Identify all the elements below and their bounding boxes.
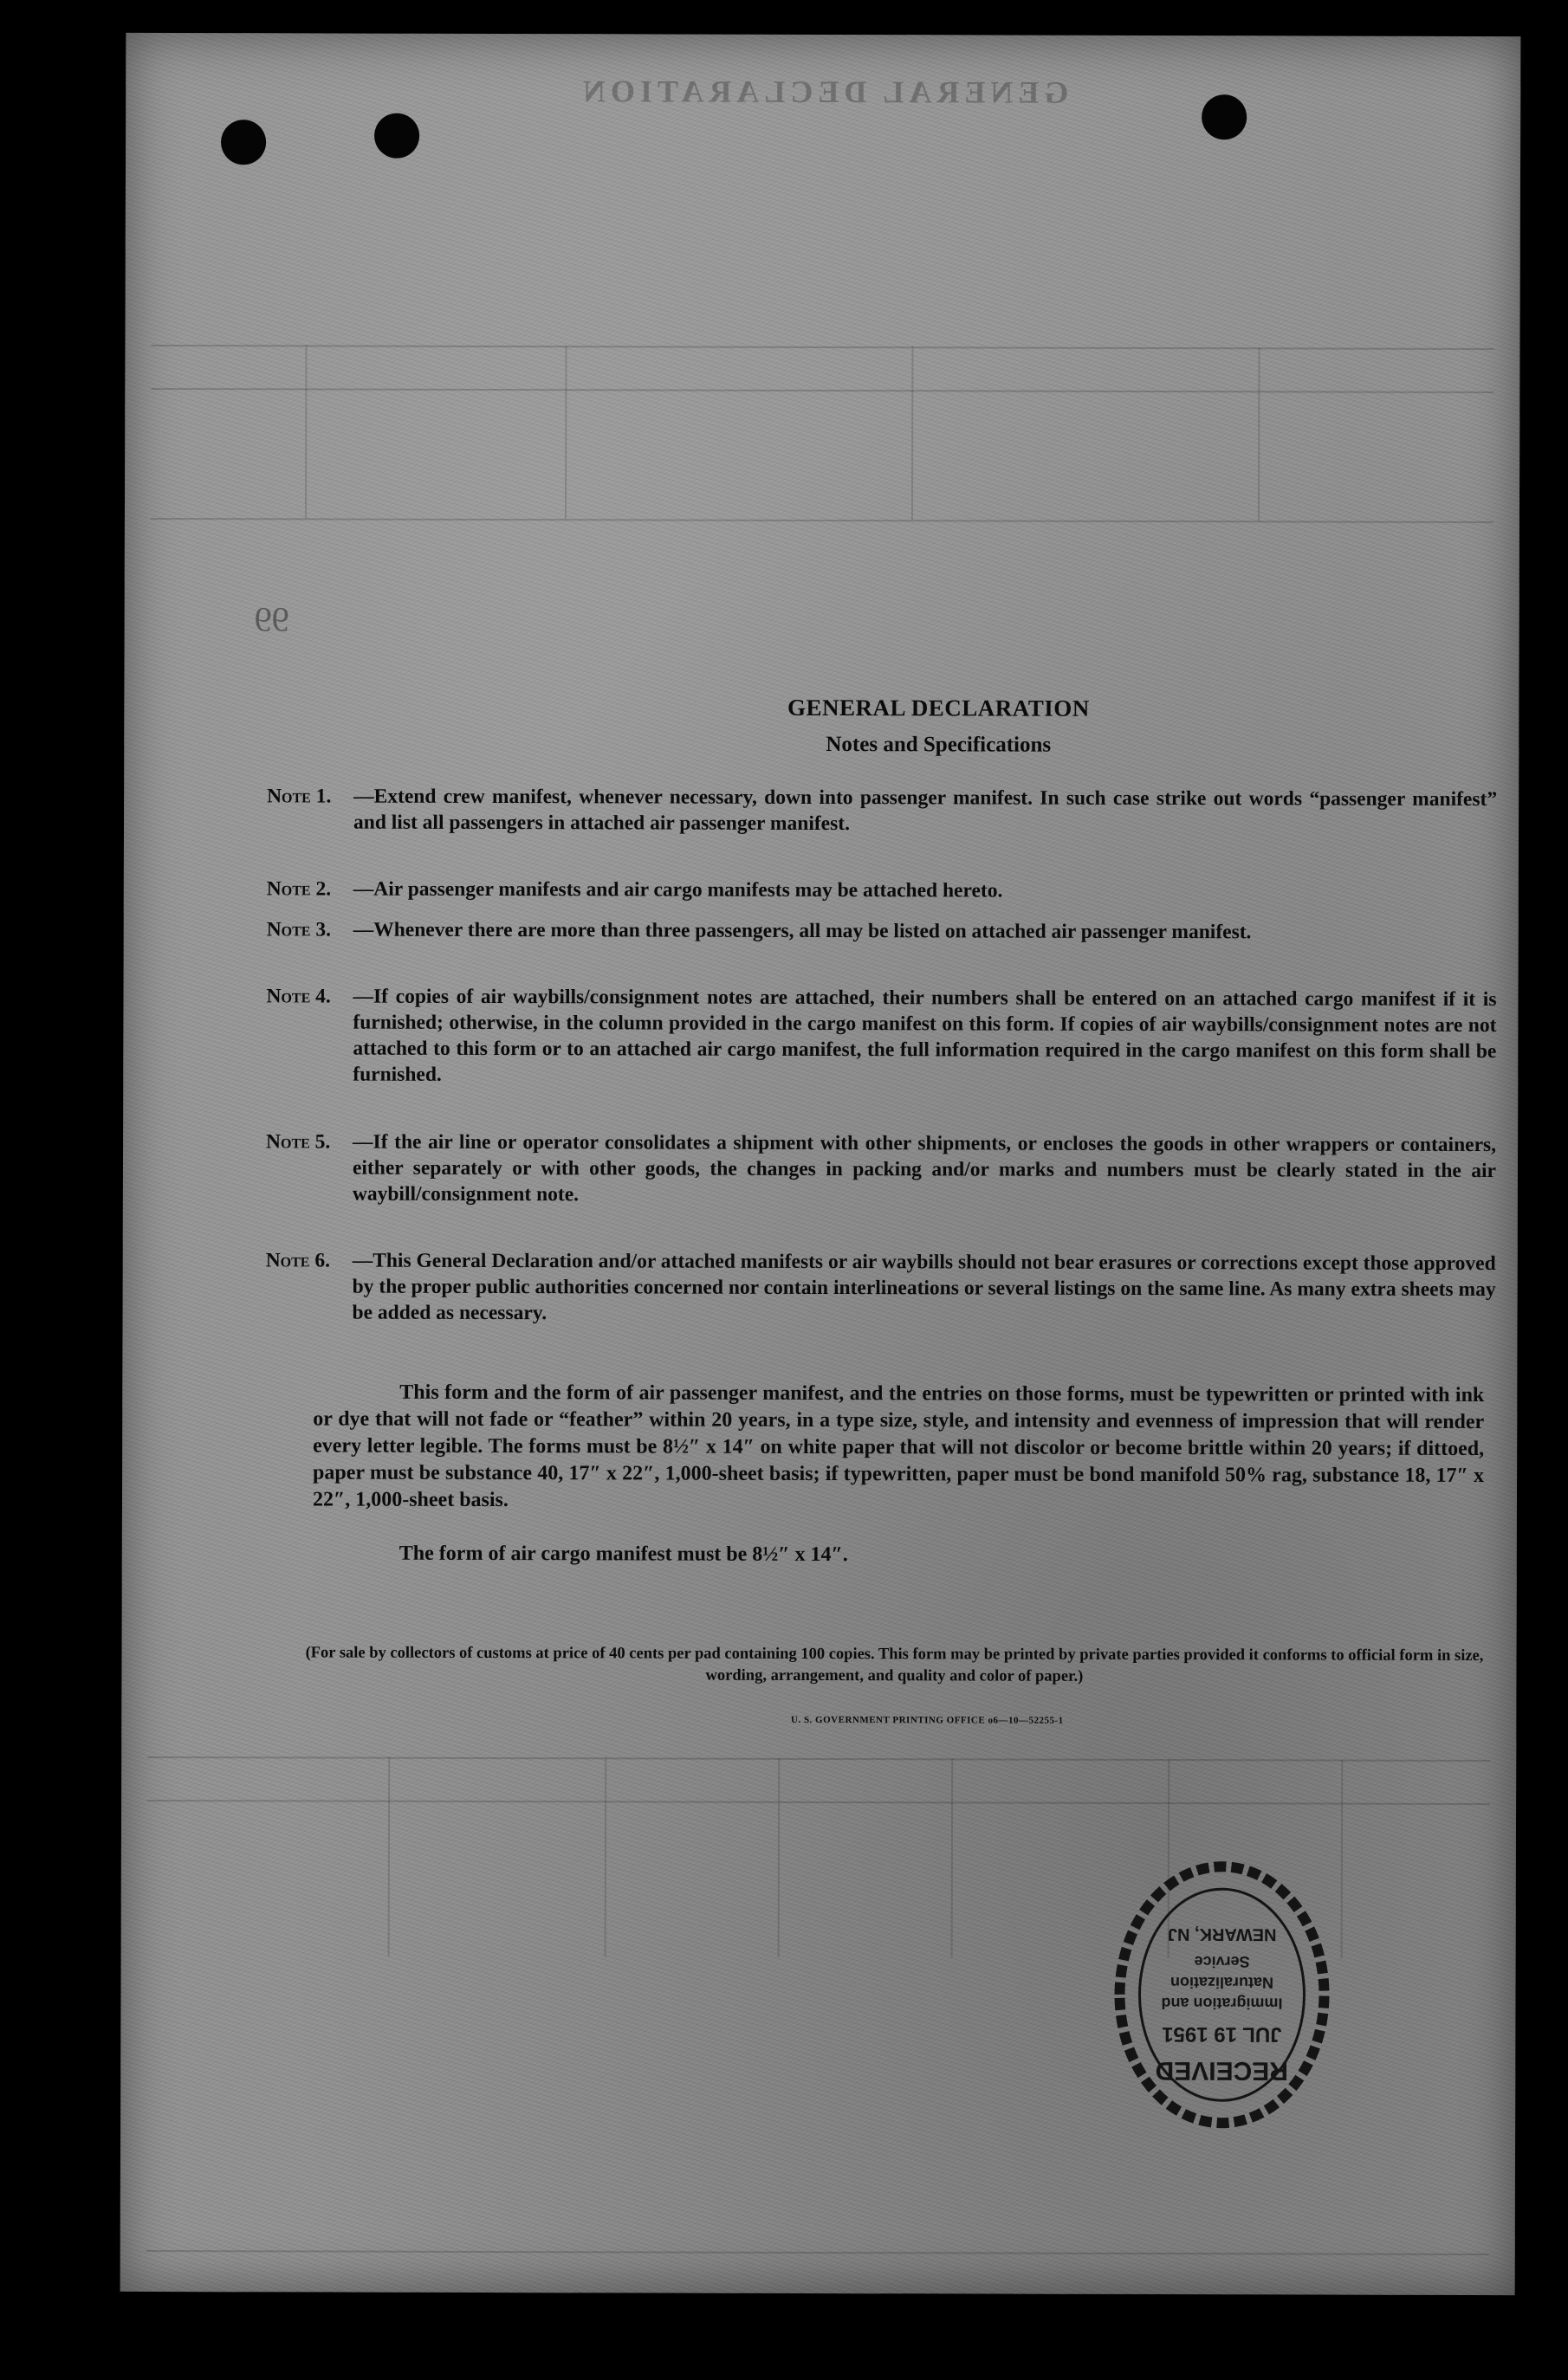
note-text: —Whenever there are more than three passengers, all may be listed on attached air passenger manifest. <box>353 918 1252 944</box>
received-stamp <box>1110 1856 1334 2134</box>
note-text: —If copies of air waybills/consignment notes are attached, their numbers shall be entered on an attached cargo manifest if it is furnished; otherwise, in the column provided in the cargo manifest on this form. If copies of air waybills/consignment notes are not attached to this form or to an attached air cargo manifest, the full information required in the cargo manifest on this form shall be furnished. <box>353 985 1497 1086</box>
page-number: 99 <box>254 599 289 639</box>
note-text: —This General Declaration and/or attached manifests or air waybills should not bear erasures or corrections except those approved by the proper public authorities concerned nor contain interlineations or several listings on the same line. As many extra sheets may be added as necessary. <box>352 1249 1496 1325</box>
note-label: Note 4. <box>266 985 331 1008</box>
note-label: Note 5. <box>266 1130 331 1154</box>
document-subheading: Notes and Specifications <box>826 733 1052 757</box>
note-label: Note 1. <box>267 785 332 808</box>
note-text: —If the air line or operator consolidates a shipment with other shipments, or encloses the goods in other wrappers or containers, either separately or with other goods, the changes in packing and/or marks and numbers must be clearly stated in the air waybill/consignment note. <box>352 1130 1497 1206</box>
document-heading: GENERAL DECLARATION <box>787 694 1090 721</box>
note-1 <box>267 783 1498 836</box>
note-text: —Air passenger manifests and air cargo manifests may be attached hereto. <box>353 877 1003 902</box>
note-3 <box>267 916 1497 946</box>
paper-requirements-paragraph: This form and the form of air passenger manifest, and the entries on those forms, must be typewritten or printed with ink or dye that will not fade or “feather” within 20 years, in a type size, style, and intensity and evenness of impression that will render every letter legible. The forms must be 8½″ x 14″ on white paper that will not discolor or become brittle within 20 years; if dittoed, paper must be substance 40, 17″ x 22″, 1,000-sheet basis; if typewritten, paper must be bond manifold 50% rag, substance 18, 17″ x 22″, 1,000-sheet basis. <box>312 1381 1485 1512</box>
stamp-line-1: Immigration and <box>1161 1995 1283 2013</box>
sale-notice: (For sale by collectors of customs at price of 40 cents per pad containing 100 copies. This form may be printed by private parties provided it conforms to official form in size, wording, arrangement, and quality and color of paper.) <box>305 1644 1484 1685</box>
note-text: —Extend crew manifest, whenever necessary, down into passenger manifest. In such case strike out words “passenger manifest” and list all passengers in attached air passenger manifest. <box>353 785 1498 836</box>
note-label: Note 3. <box>266 918 332 941</box>
note-6 <box>265 1247 1496 1325</box>
note-label: Note 6. <box>265 1249 331 1272</box>
stamp-line-2: Naturalization <box>1170 1974 1274 1992</box>
stamp-received: RECEIVED <box>1155 2056 1288 2086</box>
note-4 <box>266 983 1497 1086</box>
document-sheet <box>120 33 1521 2295</box>
stamp-line-3: Service <box>1194 1953 1250 1971</box>
reverse-side-bleed-through: GENERAL DECLARATION <box>120 33 1521 2295</box>
note-2 <box>267 876 1497 905</box>
note-label: Note 2. <box>266 877 332 901</box>
cargo-manifest-size: The form of air cargo manifest must be 8½″ x 14″. <box>398 1542 848 1567</box>
stamp-date: JUL 19 1951 <box>1162 2022 1282 2047</box>
note-5 <box>266 1129 1497 1206</box>
printing-office-line: U. S. GOVERNMENT PRINTING OFFICE o6—10—52255-1 <box>790 1714 1064 1726</box>
stamp-line-4: NEWARK, NJ <box>1167 1924 1277 1944</box>
